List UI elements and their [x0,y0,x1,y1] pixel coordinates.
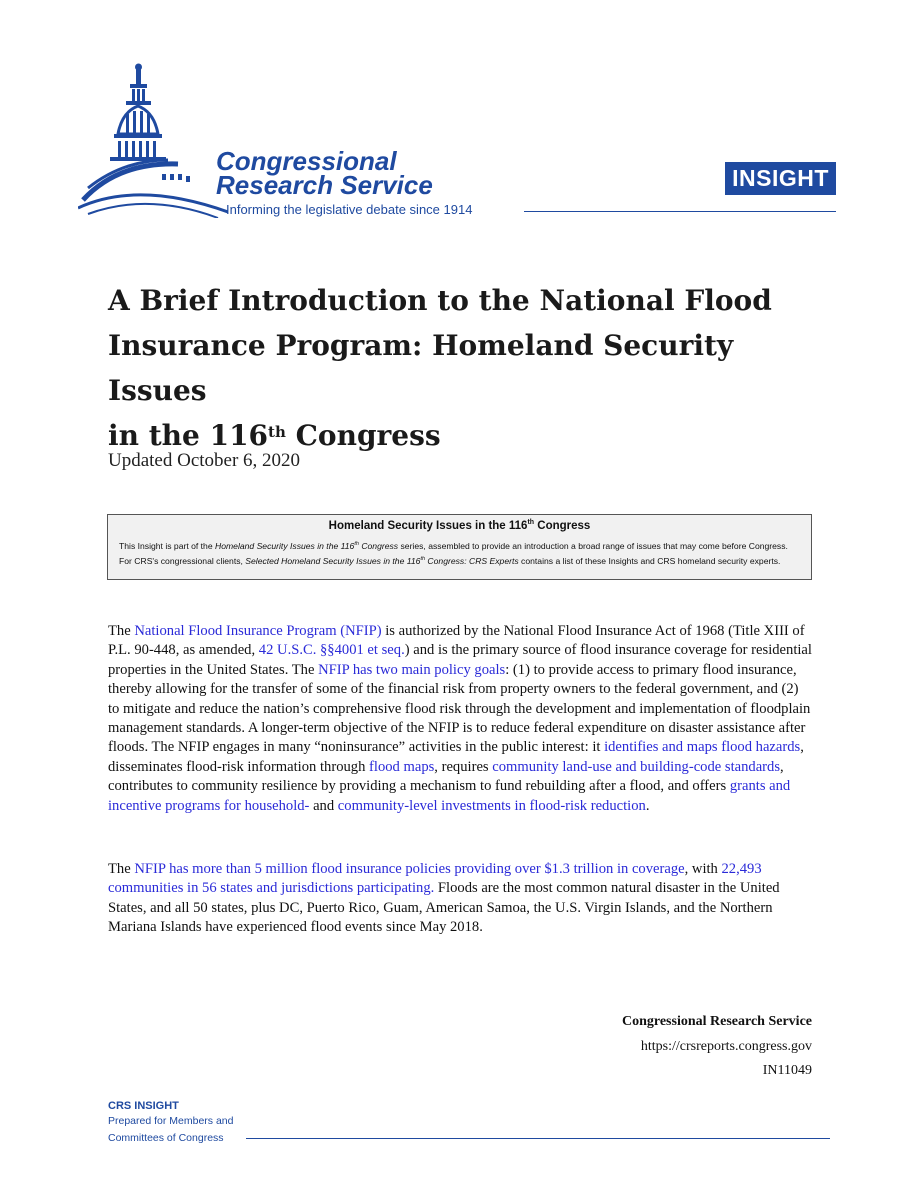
crs-name-line2: Research Service [216,170,433,200]
footer-divider [246,1138,830,1139]
header-divider [524,211,836,212]
series-box-title [108,519,811,532]
series-desc-italic: Congress: CRS Experts [425,555,519,566]
title-line3-pre: in the 116 [108,419,269,452]
body-paragraph-1 [108,622,812,816]
title-line2: Insurance Program: Homeland Security Issues [108,329,734,407]
title-line3-post: Congress [285,419,441,452]
series-title-post: Congress [534,519,591,532]
para-text: , requires [434,758,493,775]
link-nfip[interactable]: National Flood Insurance Program (NFIP) [134,623,382,639]
link-communities-participating[interactable]: 22,493 communities in 56 states and jurisdictions participating. [108,861,762,897]
title-line3-sup: th [268,423,286,441]
link-flood-maps[interactable]: flood maps [369,758,435,775]
report-id: IN11049 [762,1063,812,1078]
insight-badge: INSIGHT [725,162,836,195]
link-community-standards[interactable]: community land-use and building-code standards [492,758,781,775]
para-text: , disseminates flood-risk information through [108,739,804,775]
prepared-for-line1: Prepared for Members and [108,1115,234,1127]
para-text: . [645,797,650,814]
prepared-for-line2: Committees of Congress [108,1132,224,1144]
para-text: Floods are the most common natural disaster in the United States, and all 50 states, plus DC, Puerto Rico, Guam, American Samoa, the U.S. Virgin Islands, and the Northern Mariana Islands have experienced flood events since May 2018. [108,880,780,936]
series-title-pre: Homeland Security Issues in the 116 [328,519,528,532]
crs-tagline: Informing the legislative debate since 1914 [226,202,473,217]
para-text: The [108,861,135,877]
crs-name-line1: Congressional [216,146,397,176]
series-desc-text: contains a list of these Insights and CRS homeland security experts. [518,555,781,566]
series-desc-italic: Selected Homeland Security Issues in the 116 [245,555,421,566]
page-title [108,278,828,458]
link-usc-4001[interactable]: 42 U.S.C. §§4001 et seq. [258,642,405,659]
para-text: : (1) to provide access to primary flood insurance, thereby allowing for the transfer of some of the financial risk from property owners to the federal government, and (2) to mitigate and reduce the nation’s comprehensive flood risk through the development and implementation of floodplain management standards. A longer-term objective of the NFIP is to reduce federal expenditure on disaster assistance after floods. The NFIP engages in many “noninsurance” activities in the public interest: it [108,661,811,756]
link-community-investments[interactable]: community-level investments in flood-risk reduction [337,797,646,814]
series-title-sup: th [527,519,535,526]
para-text: The [108,623,135,639]
series-desc-text: series, assembled to provide an introduction a broad range of issues that may come before Congress. For CRS's congressional clients, [119,540,788,566]
crs-insight-label: CRS INSIGHT [108,1100,179,1112]
series-desc-text: This Insight is part of the [119,540,216,551]
title-line1: A Brief Introduction to the National Flood [108,284,772,317]
updated-date: Updated October 6, 2020 [108,450,301,471]
link-identifies-maps[interactable]: identifies and maps flood hazards [604,739,801,756]
crs-capitol-dome-logo-icon [78,62,228,218]
para-text: ) and is the primary source of flood insurance coverage for residential properties in the United States. The [108,642,812,678]
series-desc-italic: Homeland Security Issues in the 116 [215,540,355,551]
link-policy-goals[interactable]: NFIP has two main policy goals [318,661,506,678]
para-text: , with [684,861,722,877]
para-text: is authorized by the National Flood Insurance Act of 1968 (Title XIII of P.L. 90-448, as amended, [108,623,805,659]
body-paragraph-2 [108,860,812,938]
footer-url[interactable]: https://crsreports.congress.gov [640,1039,812,1054]
link-nfip-policies[interactable]: NFIP has more than 5 million flood insurance policies providing over $1.3 trillion in coverage [134,861,685,877]
series-desc-sup: th [420,555,426,562]
footer-org-name: Congressional Research Service [621,1014,812,1029]
link-household-grants[interactable]: grants and incentive programs for household- [108,778,791,814]
series-desc-sup: th [354,541,359,547]
para-text: and [309,797,338,814]
series-info-box [107,514,812,580]
para-text: , contributes to community resilience by providing a mechanism to fund rebuilding after a flood, and offers [108,758,784,795]
series-box-description [119,538,801,568]
series-desc-italic: Congress [358,540,399,551]
